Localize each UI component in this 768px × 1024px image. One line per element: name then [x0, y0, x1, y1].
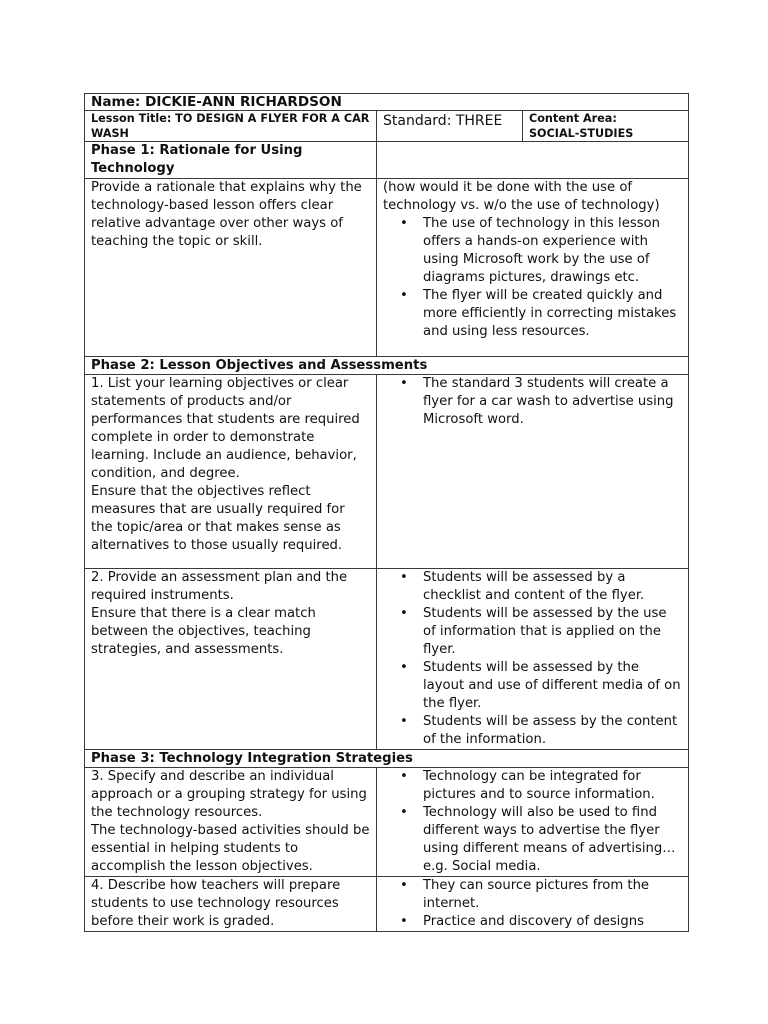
content-area — [523, 111, 689, 142]
phase2-heading: Phase 2: Lesson Objectives and Assessments — [85, 357, 689, 375]
phase2-heading-row — [85, 357, 689, 375]
strategy-prompt-a: 3. Specify and describe an individual approach or a grouping strategy for using the technology resources. — [91, 769, 367, 820]
list-item: • They can source pictures from the internet. — [423, 877, 682, 913]
standard: Standard: THREE — [377, 111, 523, 142]
list-item: • Students will be assessed by the layout and use of different media of on the flyer. — [423, 659, 682, 713]
phase1-row — [85, 179, 689, 357]
teacher-name: Name: DICKIE-ANN RICHARDSON — [85, 94, 689, 111]
content-area-label: Content Area: — [529, 112, 617, 125]
assessment-bullet-list — [383, 569, 682, 749]
assessment-prompt-b: Ensure that there is a clear match between the objectives, teaching strategies, and assessments. — [91, 606, 316, 657]
phase2-objectives-response — [377, 375, 689, 569]
phase3-heading-row — [85, 750, 689, 768]
list-item: • Students will be assessed by a checklist and content of the flyer. — [423, 569, 682, 605]
phase3-heading: Phase 3: Technology Integration Strategies — [85, 750, 689, 768]
strategy-bullet-list — [383, 768, 682, 876]
lesson-plan-table — [84, 93, 689, 932]
content-area-value: SOCIAL-STUDIES — [529, 127, 634, 140]
list-item: • Students will be assessed by the use of information that is applied on the flyer. — [423, 605, 682, 659]
lesson-title: Lesson Title: TO DESIGN A FLYER FOR A CAR WASH — [85, 111, 377, 142]
phase2-objectives-row — [85, 375, 689, 569]
name-row — [85, 94, 689, 111]
phase3-preparation-response — [377, 877, 689, 932]
phase2-assessment-prompt — [85, 569, 377, 750]
strategy-prompt-b: The technology-based activities should be essential in helping students to accomplish the lesson objectives. — [91, 823, 370, 874]
assessment-prompt-a: 2. Provide an assessment plan and the required instruments. — [91, 570, 348, 603]
phase3-strategy-prompt — [85, 768, 377, 877]
phase1-prompt: Provide a rationale that explains why the technology-based lesson offers clear relative advantage over other ways of teaching the topic or skill. — [85, 179, 377, 357]
list-item: • Students will be assess by the content of the information. — [423, 713, 682, 749]
objectives-prompt-a: 1. List your learning objectives or clear statements of products and/or performances that students are required complete in order to demonstrate learning. Include an audience, behavior, condition, and degree. — [91, 376, 360, 481]
lesson-info-row — [85, 111, 689, 142]
list-item: • Practice and discovery of designs — [423, 913, 682, 931]
phase2-assessment-row — [85, 569, 689, 750]
phase3-preparation-prompt: 4. Describe how teachers will prepare students to use technology resources before their work is graded. — [85, 877, 377, 932]
phase1-heading-blank — [377, 142, 689, 179]
phase1-heading: Phase 1: Rationale for Using Technology — [85, 142, 377, 179]
preparation-bullet-list — [383, 877, 682, 931]
phase1-intro: (how would it be done with the use of technology vs. w/o the use of technology) — [383, 180, 660, 213]
list-item: • The use of technology in this lesson offers a hands-on experience with using Microsoft work by the use of diagrams pictures, drawings etc. — [423, 215, 682, 287]
list-item: • Technology will also be used to find different ways to advertise the flyer using different means of advertising…e.g. Social media. — [423, 804, 682, 876]
list-item: • Technology can be integrated for pictures and to source information. — [423, 768, 682, 804]
objectives-bullet-list — [383, 375, 682, 429]
phase2-assessment-response — [377, 569, 689, 750]
phase3-preparation-row — [85, 877, 689, 932]
phase1-heading-row — [85, 142, 689, 179]
objectives-prompt-b: Ensure that the objectives reflect measures that are usually required for the topic/area or that makes sense as alternatives to those usually required. — [91, 484, 345, 553]
phase1-response — [377, 179, 689, 357]
phase3-strategy-row — [85, 768, 689, 877]
phase3-strategy-response — [377, 768, 689, 877]
phase1-bullet-list — [383, 215, 682, 341]
phase2-objectives-prompt — [85, 375, 377, 569]
list-item: • The standard 3 students will create a flyer for a car wash to advertise using Microsoft word. — [423, 375, 682, 429]
list-item: • The flyer will be created quickly and more efficiently in correcting mistakes and using less resources. — [423, 287, 682, 341]
